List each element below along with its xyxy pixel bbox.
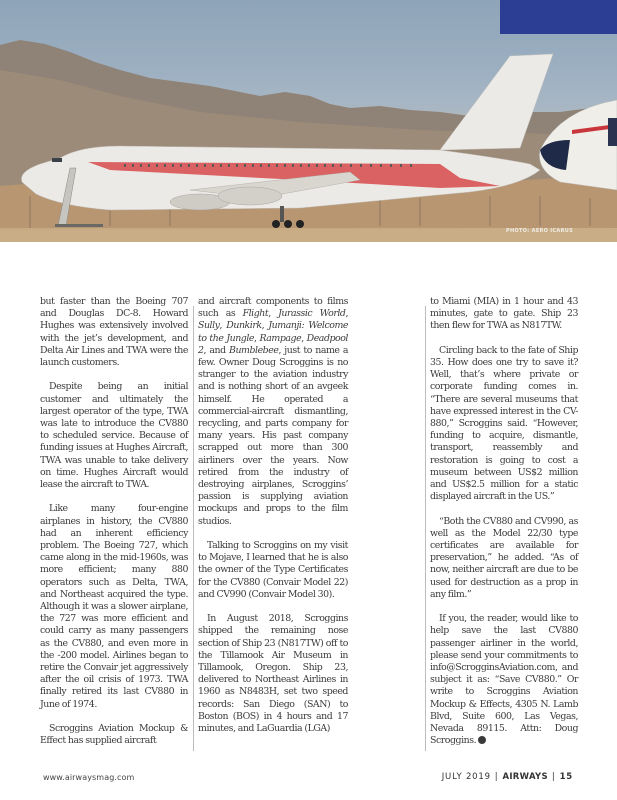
paragraph: and aircraft components to films such as Flight, Jurassic World, Sully, Dunkirk, Jumanji: Welcome to the Jungle, Rampage, Deadpool 2, and Bumblebee, just to name a few. Owner Doug Scroggins is no stranger to the aviation industry and is nothing short of an avgeek himself. He operated a commercial-aircraft dismantling, recycling, and parts company for many years. His past company scrapped out more than 300 airliners over the years. Now retired from the industry of destroying airplanes, Scroggins’ passion is supplying aviation mockups and props to the film studios. xyxy=(198,296,348,527)
paragraph: If you, the reader, would like to help save the last CV880 passenger airliner in the world, please send your commitments to info@ScrogginsAviation.com, and subject it as: “Save CV880.” Or write to Scroggins Aviation Mockup & Effects, 4305 N. Lamb Blvd, Suite 600, Las Vegas, Nevada 89115. Attn: Doug Scroggins. xyxy=(430,613,578,747)
section-tab-accent xyxy=(500,0,617,34)
film-title: Rampage xyxy=(259,332,302,344)
article-column-2 xyxy=(198,296,348,735)
paragraph: In August 2018, Scroggins shipped the remaining nose section of Ship 23 (N817TW) off to the Tillamook Air Museum in Tillamook, Oregon. Ship 23, delivered to Northeast Airlines in 1960 as N8483H, set two speed records: San Diego (SAN) to Boston (BOS) in 4 hours and 17 minutes, and LaGuardia (LGA) xyxy=(198,613,348,735)
film-title: Jumanji: Welcome to the Jungle xyxy=(198,320,348,344)
paragraph: Talking to Scroggins on my visit to Mojave, I learned that he is also the owner of the Type Certificates for the CV880 (Convair Model 22) and CV990 (Convair Model 30). xyxy=(198,540,348,600)
end-of-article-icon xyxy=(478,736,486,744)
separator: | xyxy=(494,772,499,782)
film-title: Jurassic World xyxy=(278,308,346,320)
film-title: Flight xyxy=(242,308,269,320)
engine xyxy=(218,187,282,205)
film-title: Deadpool 2 xyxy=(198,332,348,356)
column-divider xyxy=(425,306,426,751)
article-column-1 xyxy=(40,296,188,747)
page-number: 15 xyxy=(559,772,573,782)
photo-credit: PHOTO: AERO ICARUS xyxy=(506,228,573,234)
magazine-name: AIRWAYS xyxy=(502,772,548,782)
issue-date: JULY 2019 xyxy=(441,772,491,782)
separator: | xyxy=(551,772,556,782)
airplane-photo-illustration xyxy=(0,0,617,242)
column-divider xyxy=(193,306,194,751)
paragraph: Circling back to the fate of Ship 35. How does one try to save it? Well, that’s where private or corporate funding comes in. “There are several museums that have expressed interest in the CV-880,” Scroggins said. “However, funding to acquire, dismantle, transport, reassembly and restoration is going to cost a museum between US$2 million and US$2.5 million for a static displayed aircraft in the US.” xyxy=(430,344,578,503)
paragraph: to Miami (MIA) in 1 hour and 43 minutes, gate to gate. Ship 23 then flew for TWA as N817TW. xyxy=(430,296,578,332)
film-title: Dunkirk xyxy=(226,320,262,332)
paragraph: but faster than the Boeing 707 and Douglas DC-8. Howard Hughes was extensively involved with the jet’s development, and Delta Air Lines and TWA were the launch customers. xyxy=(40,296,188,369)
film-title: Sully xyxy=(198,320,220,332)
paragraph: “Both the CV880 and CV990, as well as the Model 22/30 type certificates are available for preservation,” he added. “As of now, neither aircraft are due to be used for destruction as a prop in any film.” xyxy=(430,515,578,600)
hero-photo xyxy=(0,0,617,242)
paragraph: Scroggins Aviation Mockup & Effect has supplied aircraft xyxy=(40,723,188,747)
article-column-3 xyxy=(430,296,578,747)
paragraph: Despite being an initial customer and ultimately the largest operator of the type, TWA was late to introduce the CV880 to scheduled service. Because of funding issues at Hughes Aircraft, TWA was unable to take delivery on time. Hughes Aircraft would lease the aircraft to TWA. xyxy=(40,381,188,491)
page-footer xyxy=(0,772,617,786)
film-title: Bumblebee xyxy=(229,344,279,356)
footer-website-link[interactable]: www.airwaysmag.com xyxy=(43,773,135,782)
paragraph: Like many four-engine airplanes in history, the CV880 had an inherent efficiency problem. The Boeing 727, which came along in the mid-1960s, was more efficient; many 880 operators such as Delta, TWA, and Northeast acquired the type. Although it was a slower airplane, the 727 was more efficient and could carry as many passengers as the CV880, and even more in the -200 model. Airlines began to retire the Convair jet aggressively after the oil crisis of 1973. TWA finally retired its last CV880 in June of 1974. xyxy=(40,503,188,710)
footer-folio xyxy=(442,772,573,782)
